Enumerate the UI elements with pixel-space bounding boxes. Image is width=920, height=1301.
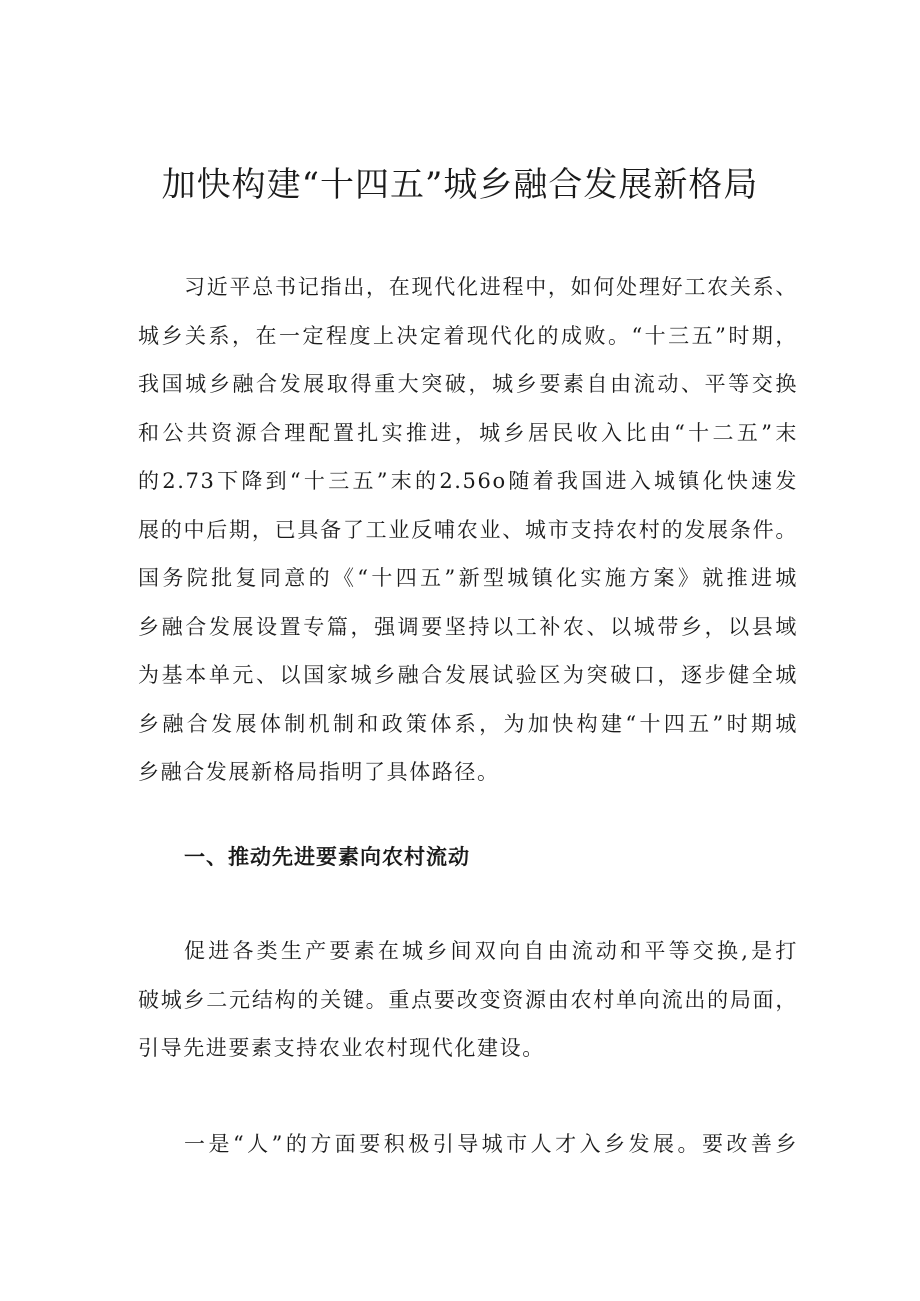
paragraph-line: 促进各类生产要素在城乡间双向自由流动和平等交换,是打 bbox=[184, 939, 798, 963]
paragraph-line: 我国城乡融合发展取得重大突破，城乡要素自由流动、平等交换 bbox=[138, 372, 798, 396]
paragraph-line: 一是“人”的方面要积极引导城市人才入乡发展。要改善乡 bbox=[184, 1132, 798, 1156]
paragraph-line: 乡融合发展新格局指明了具体路径。 bbox=[138, 760, 500, 784]
paragraph-line: 为基本单元、以国家城乡融合发展试验区为突破口，逐步健全城 bbox=[138, 663, 798, 687]
paragraph-line: 习近平总书记指出，在现代化进程中，如何处理好工农关系、 bbox=[184, 275, 798, 299]
paragraph-line: 破城乡二元结构的关键。重点要改变资源由农村单向流出的局面， bbox=[138, 987, 798, 1012]
paragraph-line: 国务院批复同意的《“十四五”新型城镇化实施方案》就推进城 bbox=[138, 566, 798, 590]
paragraph-line: 城乡关系，在一定程度上决定着现代化的成败。“十三五”时期， bbox=[138, 323, 798, 348]
paragraph-line: 乡融合发展设置专篇，强调要坚持以工补农、以城带乡，以县域 bbox=[138, 614, 798, 639]
paragraph-line: 乡融合发展体制机制和政策体系，为加快构建“十四五”时期城 bbox=[138, 711, 798, 736]
document-title: 加快构建“十四五”城乡融合发展新格局 bbox=[161, 165, 759, 205]
paragraph-line: 引导先进要素支持农业农村现代化建设。 bbox=[138, 1036, 545, 1060]
paragraph-line: 的2.73下降到“十三五”末的2.56o随着我国进入城镇化快速发 bbox=[138, 469, 798, 493]
paragraph-section1 bbox=[138, 927, 798, 1073]
paragraph-line: 和公共资源合理配置扎实推进，城乡居民收入比由“十二五”末 bbox=[138, 420, 798, 445]
paragraph-line: 展的中后期，已具备了工业反哺农业、城市支持农村的发展条件。 bbox=[138, 517, 798, 542]
paragraph-point-one bbox=[138, 1120, 798, 1169]
section-heading: 一、推动先进要素向农村流动 bbox=[184, 845, 470, 869]
paragraph-intro bbox=[138, 263, 798, 797]
